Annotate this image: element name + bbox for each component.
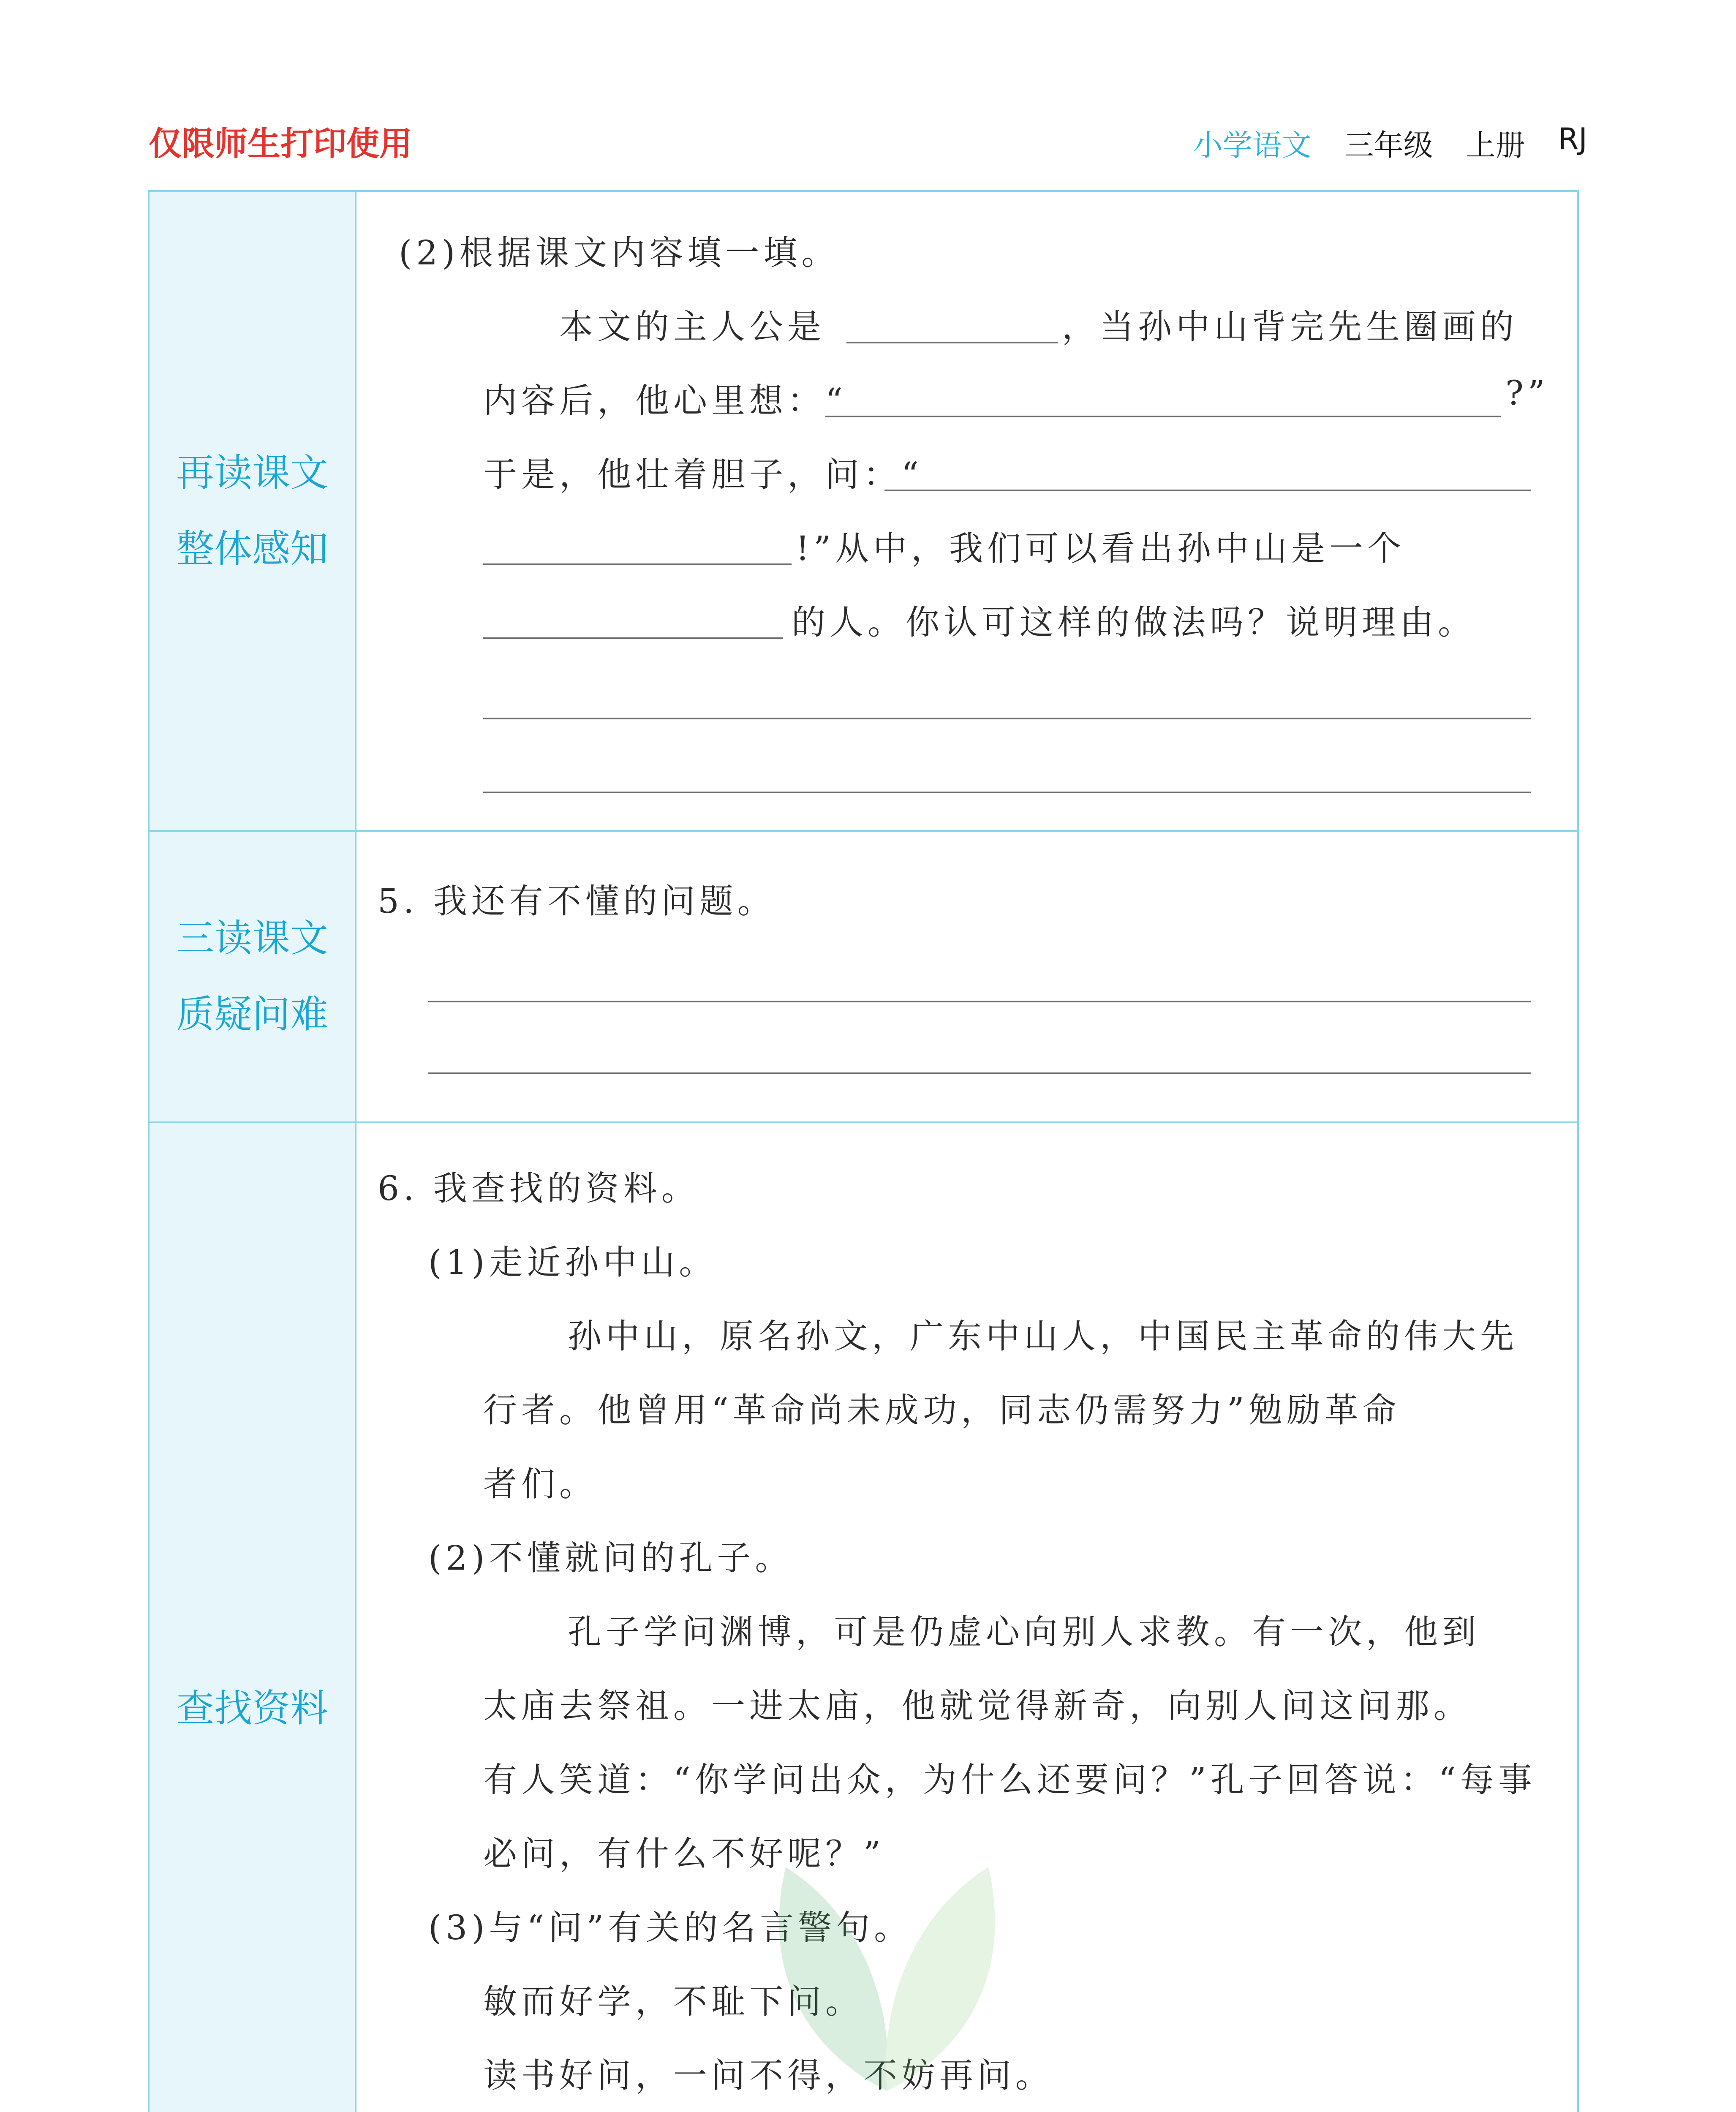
- section-reread: [150, 192, 1577, 832]
- fill-text: 的人。你认可这样的做法吗？说明理由。: [792, 603, 1476, 642]
- section-research: [150, 1123, 1577, 2112]
- answer-blank-question-cont[interactable]: [483, 563, 792, 565]
- question-title: 6. 我查找的资料。: [378, 1169, 699, 1208]
- section-content: [356, 832, 1577, 1121]
- fill-text: 于是，他壮着胆子，问：“: [483, 455, 923, 494]
- section-label-line: 再读课文: [176, 450, 328, 495]
- question-title: (2)根据课文内容填一填。: [399, 233, 840, 272]
- section-label-line: 查找资料: [176, 1686, 328, 1731]
- paragraph-line: 孔子学问渊博，可是仍虚心向别人求教。有一次，他到: [568, 1612, 1480, 1652]
- section-third-read: [150, 832, 1577, 1123]
- answer-line[interactable]: [483, 718, 1531, 719]
- section-label-line: 质疑问难: [176, 992, 328, 1037]
- paragraph-line: 太庙去祭祖。一进太庙，他就觉得新奇，向别人问这问那。: [483, 1686, 1472, 1726]
- answer-blank-protagonist[interactable]: [846, 342, 1058, 343]
- fill-text: ?”: [1505, 373, 1549, 413]
- section-label: [150, 192, 356, 830]
- answer-line[interactable]: [428, 1001, 1531, 1002]
- section-content: [356, 192, 1577, 830]
- section-label-line: 整体感知: [176, 526, 328, 571]
- fill-text: ，当孙中山背完先生圈画的: [1062, 307, 1518, 346]
- paragraph-line: 者们。: [483, 1464, 597, 1504]
- subsection-title: (1)走近孙中山。: [428, 1243, 717, 1282]
- edition-label: RJ: [1558, 122, 1587, 156]
- paragraph-line: 有人笑道：“你学问出众，为什么还要问？”孔子回答说：“每事: [483, 1760, 1536, 1799]
- volume-label: 上册: [1466, 128, 1525, 163]
- paragraph-line: 行者。他曾用“革命尚未成功，同志仍需努力”勉励革命: [483, 1391, 1401, 1430]
- paragraph-line: 必问，有什么不好呢？”: [483, 1834, 885, 1873]
- grade-label: 三年级: [1344, 128, 1433, 163]
- section-label: [150, 1123, 356, 2112]
- fill-text: !”从中，我们可以看出孙中山是一个: [796, 529, 1406, 568]
- fill-text: 内容后，他心里想：“: [483, 381, 847, 420]
- section-label-line: 三读课文: [176, 916, 328, 961]
- answer-blank-thought[interactable]: [825, 416, 1501, 417]
- quote-line: 读书好问，一问不得，不妨再问。: [483, 2056, 1053, 2095]
- subsection-title: (2)不懂就问的孔子。: [428, 1538, 793, 1578]
- section-label: [150, 832, 356, 1121]
- answer-blank-character[interactable]: [483, 637, 783, 639]
- print-notice: 仅限师生打印使用: [149, 125, 413, 163]
- section-content: [356, 1123, 1577, 2112]
- paragraph-line: 孙中山，原名孙文，广东中山人，中国民主革命的伟大先: [568, 1317, 1518, 1356]
- answer-blank-question[interactable]: [884, 490, 1531, 491]
- subsection-title: (3)与“问”有关的名言警句。: [428, 1908, 912, 1947]
- subject-label: 小学语文: [1193, 128, 1312, 163]
- fill-text: 本文的主人公是: [559, 307, 825, 346]
- worksheet-table: [148, 190, 1579, 2112]
- book-info: [1193, 122, 1587, 164]
- answer-line[interactable]: [428, 1072, 1531, 1074]
- quote-line: 敏而好学，不耻下问。: [483, 1982, 863, 2021]
- answer-line[interactable]: [483, 792, 1531, 793]
- question-title: 5. 我还有不懂的问题。: [378, 882, 775, 921]
